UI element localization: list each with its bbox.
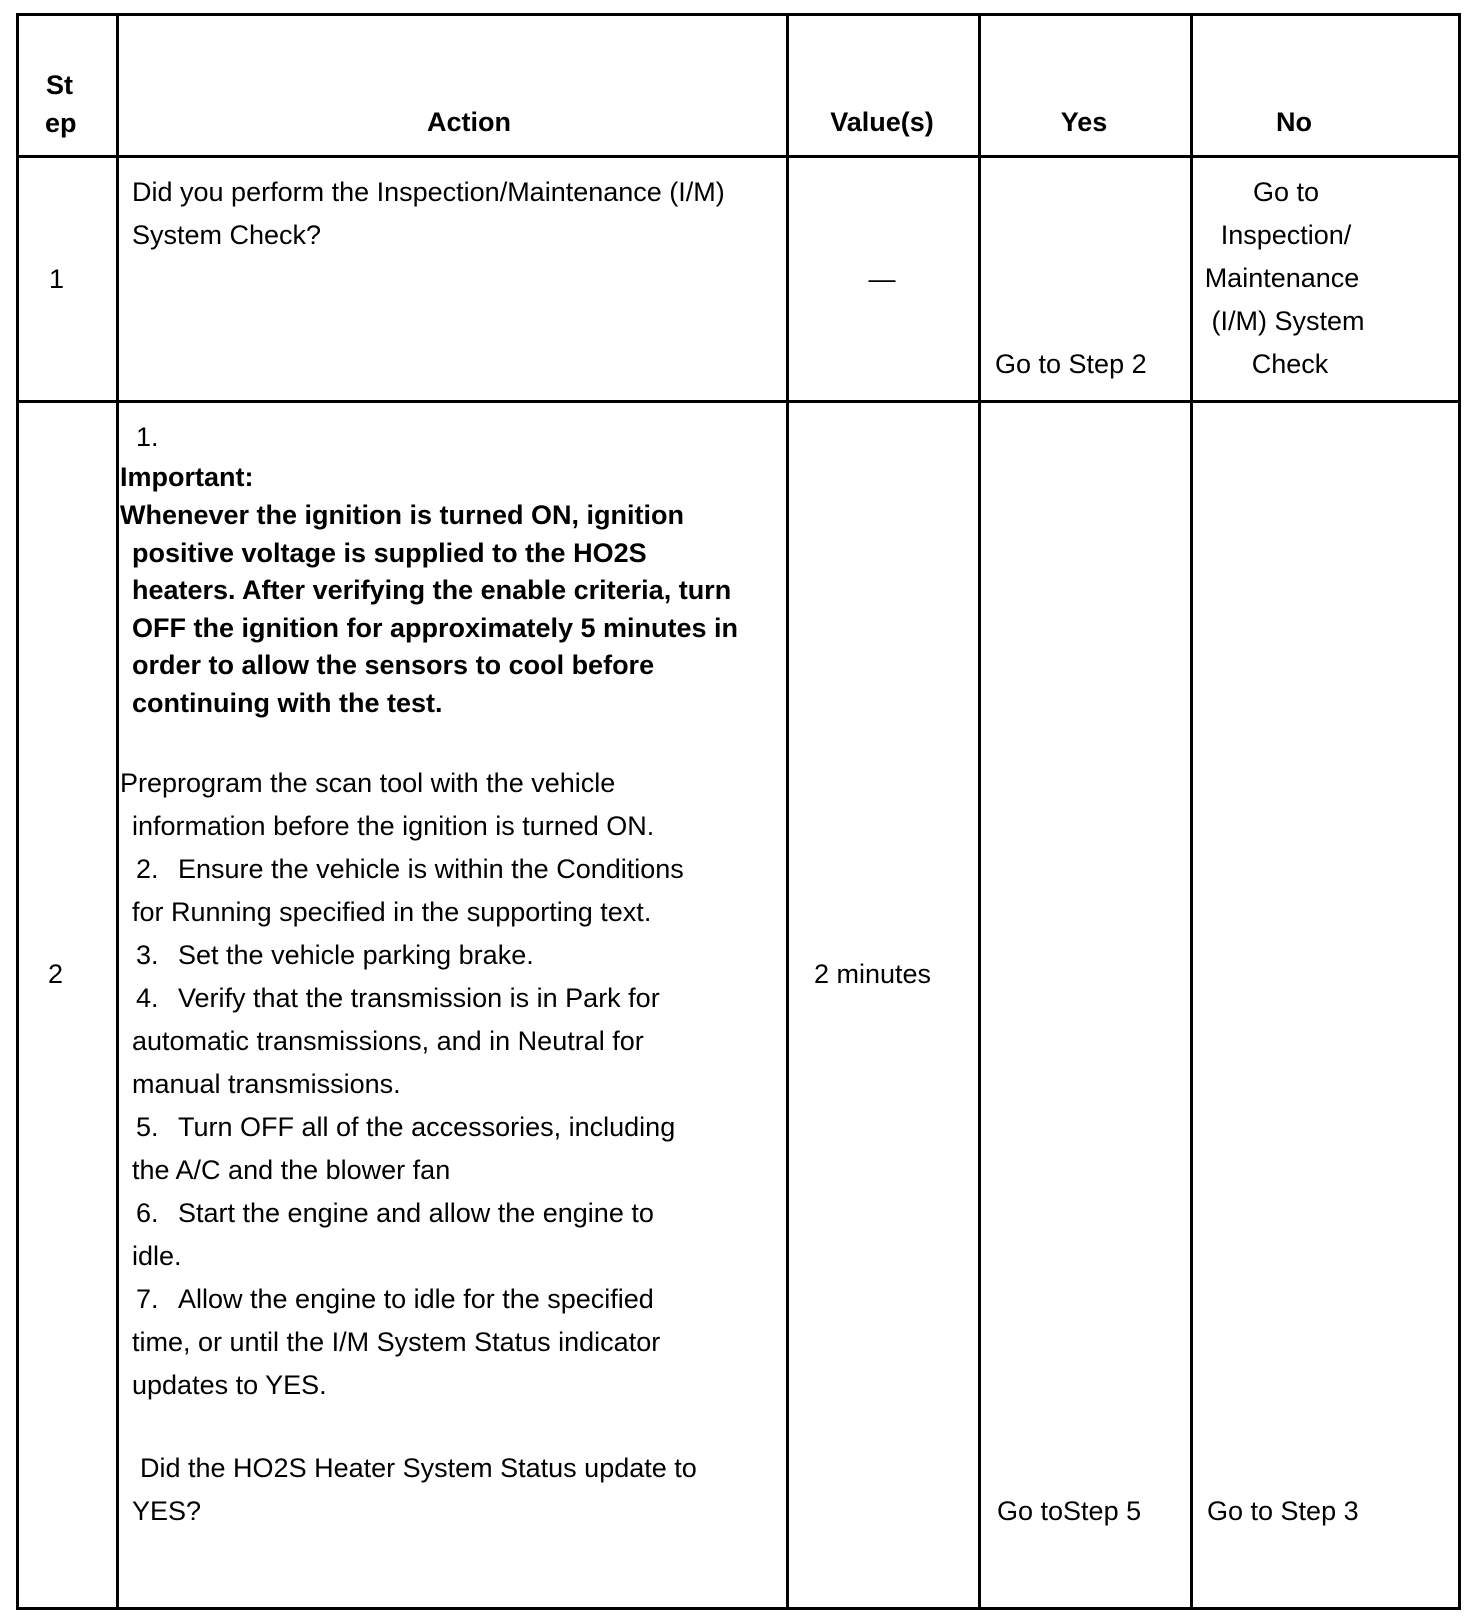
row1-step: 1: [49, 264, 65, 294]
row1-action-line: System Check?: [132, 220, 322, 250]
column-divider: [116, 16, 119, 1607]
header-step-line1: St: [46, 70, 73, 100]
row1-value: —: [868, 264, 896, 294]
row2-action-line: updates to YES.: [132, 1370, 327, 1400]
important-note-line: Whenever the ignition is turned ON, ignition: [120, 500, 684, 530]
row-divider: [19, 155, 1458, 158]
row2-question-line: YES?: [132, 1496, 202, 1526]
header-no: No: [1276, 107, 1312, 137]
row2-action-line: time, or until the I/M System Status indicator: [132, 1327, 661, 1357]
row2-action-line: automatic transmissions, and in Neutral for: [132, 1026, 644, 1056]
row2-action-line: Verify that the transmission is in Park for: [178, 983, 660, 1013]
row2-question-line: Did the HO2S Heater System Status update to: [140, 1453, 697, 1483]
header-action: Action: [427, 107, 511, 137]
row2-action-line: manual transmissions.: [132, 1069, 401, 1099]
row1-no-line: Check: [1251, 349, 1329, 379]
row2-action-line: Preprogram the scan tool with the vehicle: [120, 768, 616, 798]
row2-action-line: Ensure the vehicle is within the Conditions: [178, 854, 684, 884]
row2-action-line: idle.: [132, 1241, 182, 1271]
row2-action-line: the A/C and the blower fan: [132, 1155, 451, 1185]
row2-step: 2: [48, 959, 64, 989]
row2-item-number: 2.: [136, 854, 159, 884]
header-yes: Yes: [1060, 107, 1108, 137]
row2-value: 2 minutes: [814, 959, 932, 989]
column-divider: [978, 16, 981, 1607]
row2-item-number: 7.: [136, 1284, 159, 1314]
important-note-line: order to allow the sensors to cool before: [132, 650, 655, 680]
row2-action-line: information before the ignition is turned ON.: [132, 811, 655, 841]
row2-action-line: Set the vehicle parking brake.: [178, 940, 534, 970]
important-note-line: positive voltage is supplied to the HO2S: [132, 538, 647, 568]
row2-action-line: Start the engine and allow the engine to: [178, 1198, 654, 1228]
important-note-line: OFF the ignition for approximately 5 minutes in: [132, 613, 739, 643]
row2-action-line: Allow the engine to idle for the specified: [178, 1284, 654, 1314]
row2-yes: Go toStep 5: [997, 1496, 1142, 1526]
header-values: Value(s): [830, 107, 934, 137]
header-step-line2: ep: [45, 108, 77, 138]
important-note-line: heaters. After verifying the enable criteria, turn: [132, 575, 732, 605]
important-label: Important:: [120, 462, 254, 492]
row2-no: Go to Step 3: [1207, 1496, 1359, 1526]
row1-no-line: (I/M) System: [1211, 306, 1365, 336]
row2-item-number: 3.: [136, 940, 159, 970]
row1-yes: Go to Step 2: [995, 349, 1147, 379]
row1-no-line: Inspection/: [1220, 220, 1352, 250]
row2-item-number: 6.: [136, 1198, 159, 1228]
row1-no-line: Maintenance: [1204, 263, 1360, 293]
important-note-line: continuing with the test.: [132, 688, 443, 718]
row2-action-line: for Running specified in the supporting text.: [132, 897, 652, 927]
column-divider: [786, 16, 789, 1607]
row-divider: [19, 400, 1458, 403]
row2-action-line: Turn OFF all of the accessories, including: [178, 1112, 676, 1142]
row2-item-number: 1.: [136, 422, 159, 452]
row1-no-line: Go to: [1252, 177, 1320, 207]
row1-action-line: Did you perform the Inspection/Maintenance (I/M): [132, 177, 725, 207]
row2-item-number: 5.: [136, 1112, 159, 1142]
row2-item-number: 4.: [136, 983, 159, 1013]
